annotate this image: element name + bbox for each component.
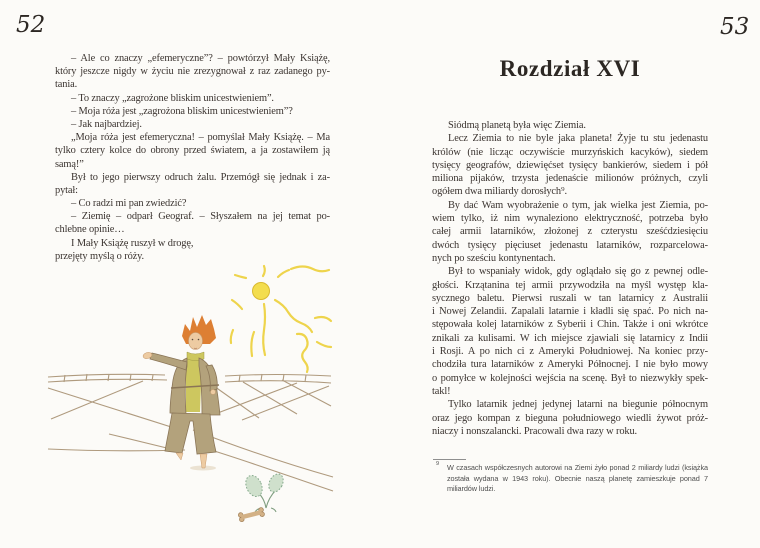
- text-line: nych po sześciu kontynentach.: [432, 252, 556, 264]
- text-line: całej armii latarników, złożonej z czterystu sześćdziesięciu: [432, 226, 708, 238]
- right-page: [380, 0, 760, 548]
- little-prince-illustration: [35, 262, 335, 542]
- page-number-right: 53: [720, 14, 750, 40]
- text-line: i Rosji. A po nich ci z Ameryki Południowej. Na koniec przy-: [432, 346, 708, 358]
- text-line: Był to wspaniały widok, gdy oglądało się go z pewnej odle-: [448, 266, 708, 278]
- spiky-plant: [243, 472, 286, 512]
- prince-trousers: [165, 413, 216, 454]
- text-line: Był to jego pierwszy odruch żalu. Przemógł się jednak i za-: [71, 171, 330, 183]
- text-line: – Moja róża jest „zagrożona bliskim unicestwieniem”?: [71, 105, 293, 117]
- text-line: pytał:: [55, 184, 78, 196]
- text-line: tylko cztery kolce do obrony przed światem, a ja zostawiłem ją: [55, 145, 330, 157]
- text-line: – Ziemię – odparł Geograf. – Słyszałem na jej temat po-: [71, 211, 330, 223]
- chapter-heading: Rozdział XVI: [499, 56, 641, 81]
- text-line: takl!: [432, 385, 451, 397]
- text-line: który jeszcze nigdy w życiu nie zrezygnował z raz zadanego py-: [55, 66, 330, 78]
- text-line: tania.: [55, 79, 78, 91]
- text-line: I Mały Książę ruszył w drogę,: [71, 237, 194, 249]
- text-line: W czasach współczesnych autorowi na Ziemi żyło ponad 2 miliardy ludzi (książka: [447, 463, 708, 472]
- text-line: – Ale co znaczy „efemeryczne”? – powtórzył Mały Książę,: [71, 53, 330, 64]
- text-line: wiem tylko, iż nim wynaleziono elektryczność, potrzeba było: [432, 213, 708, 225]
- text-line: sycznego baletu. Pierwsi ruszali w tan latarnicy z Australii: [432, 292, 708, 304]
- text-line: – To znaczy „zagrożone bliskim unicestwieniem”.: [71, 92, 274, 104]
- text-line: ogółem dwa miliardy dorosłych⁹.: [432, 186, 567, 198]
- footnote: [436, 461, 708, 495]
- text-line: królów (nie licząc oczywiście murzyńskich kacyków), siedem: [432, 146, 708, 158]
- prince-face: [189, 333, 203, 350]
- text-line: „Moja róża jest efemeryczna! – pomyślał Mały Książę. – Ma: [71, 132, 330, 144]
- sun-rays: [231, 266, 331, 372]
- prince-figure: [142, 315, 220, 471]
- text-line: stępowała kolej latarników z Syberii i Chin. Także i oni wkrótce: [432, 319, 708, 331]
- text-line: znikali za kulisami. W ich miejsce zjawiali się latarnicy z Indii: [432, 332, 708, 344]
- left-body-text: [55, 52, 330, 263]
- text-line: o pomyłce w kolejności wejścia na scenę. Był to niezwykły spek-: [432, 372, 708, 384]
- text-line: i Nowej Zelandii. Zapalali latarnie i kładli się spać. Po nich na-: [432, 306, 708, 318]
- text-line: przejęty myślą o róży.: [55, 250, 145, 262]
- text-line: została wydana w 1943 roku). Obecnie naszą planetę zamieszkuje ponad 7: [447, 473, 708, 483]
- text-line: samą!”: [55, 158, 84, 170]
- bone: [238, 507, 265, 522]
- prince-sleeve: [150, 353, 187, 370]
- text-line: chodziła tura latarników z Ameryki Północnej. I nie było mowy: [432, 359, 708, 371]
- text-line: Siódmą planetą była więc Ziemia.: [448, 120, 586, 131]
- text-line: Tylko latarnik jednej jedynej latarni na biegunie północnym: [448, 399, 708, 411]
- text-line: By dać Wam wyobrażenie o tym, jak wielka jest Ziemia, po-: [448, 199, 708, 211]
- text-line: chlebne opinie…: [55, 224, 125, 236]
- text-line: Lecz Ziemia to nie byle jaka planeta! Żyje tu stu jedenastu: [448, 133, 708, 145]
- sun: [231, 266, 331, 372]
- footnote-marker: 9: [436, 461, 440, 467]
- text-line: miliona pijaków, trzysta jedenaście milionów próżnych, czyli: [432, 173, 708, 185]
- text-line: tysięcy geografów, dziewięćset tysięcy bankierów, siedem i pół: [432, 159, 708, 171]
- text-line: dwóch tysięcy pięciuset jedenastu latarników, rozparcelowa-: [432, 239, 708, 251]
- text-line: głości. Krzątanina tej armii przywodziła na myśl występ kla-: [432, 279, 708, 291]
- footnote-rule: [433, 459, 466, 460]
- right-body-text: [432, 119, 708, 438]
- page-number-left: 52: [16, 12, 46, 38]
- prince-coat: [150, 353, 220, 454]
- text-line: – Co radzi mi pan zwiedzić?: [71, 198, 187, 210]
- text-line: – Jak najbardziej.: [71, 118, 142, 130]
- text-line: niaczy i nonszalancki. Pracowali dwa razy w roku.: [432, 425, 638, 437]
- footnote-lines: [447, 463, 708, 495]
- text-line: oraz jego kompan z bieguna południowego wiedli żywot próż-: [432, 412, 708, 424]
- text-line: miliardów ludzi.: [447, 484, 496, 494]
